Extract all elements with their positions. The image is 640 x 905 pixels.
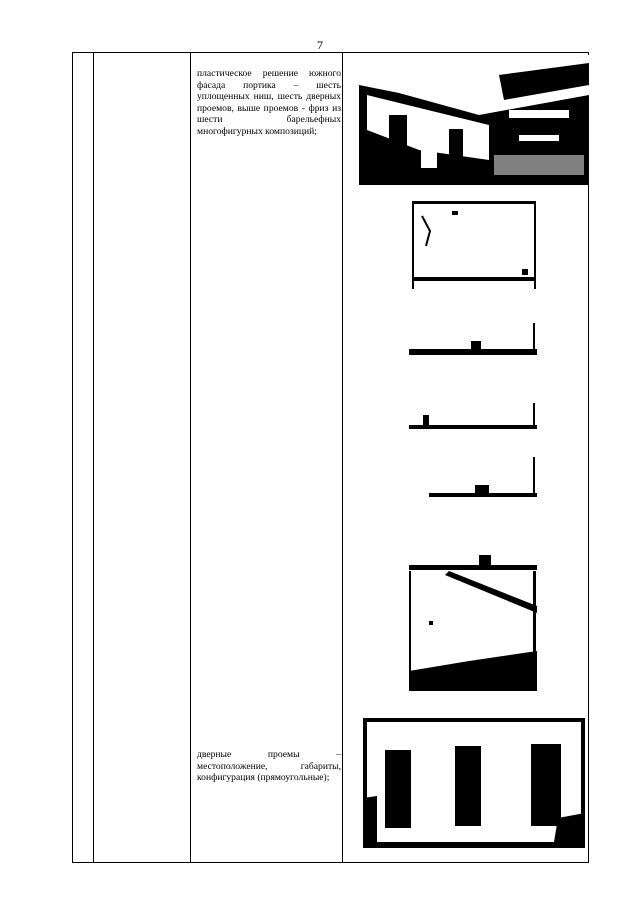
row-text-door-openings: дверные проемы – местоположение, габариты, конфигурация (прямоугольные); xyxy=(197,749,341,784)
column-divider-3 xyxy=(342,53,343,862)
column-divider-2 xyxy=(190,53,191,862)
frieze-panel-2-image xyxy=(409,321,537,361)
frieze-panel-5-photo xyxy=(409,531,537,691)
frieze-panel-4-image xyxy=(429,455,537,503)
frieze-panel-3-photo xyxy=(409,401,537,433)
column-divider-1 xyxy=(93,53,94,862)
row-text-portico-facade: пластическое решение южного фасада портика – шесть уплощенных ниш, шесть дверных проемов, выше проемов - фриз из шести барельефных многофигурных композиций; xyxy=(197,68,341,137)
portico-south-facade-photo xyxy=(359,55,589,185)
frieze-panel-1-image xyxy=(412,201,536,289)
door-openings-photo xyxy=(363,718,585,848)
description-table xyxy=(72,52,589,863)
door-openings-image xyxy=(363,718,585,848)
page-number: 7 xyxy=(317,38,323,52)
frieze-panel-5-image xyxy=(409,531,537,691)
frieze-panel-1-photo xyxy=(412,201,536,289)
frieze-panel-3-image xyxy=(409,401,537,433)
portico-south-facade-image xyxy=(359,55,589,185)
frieze-panel-2-photo xyxy=(409,321,537,361)
frieze-panel-4-photo xyxy=(429,455,537,503)
